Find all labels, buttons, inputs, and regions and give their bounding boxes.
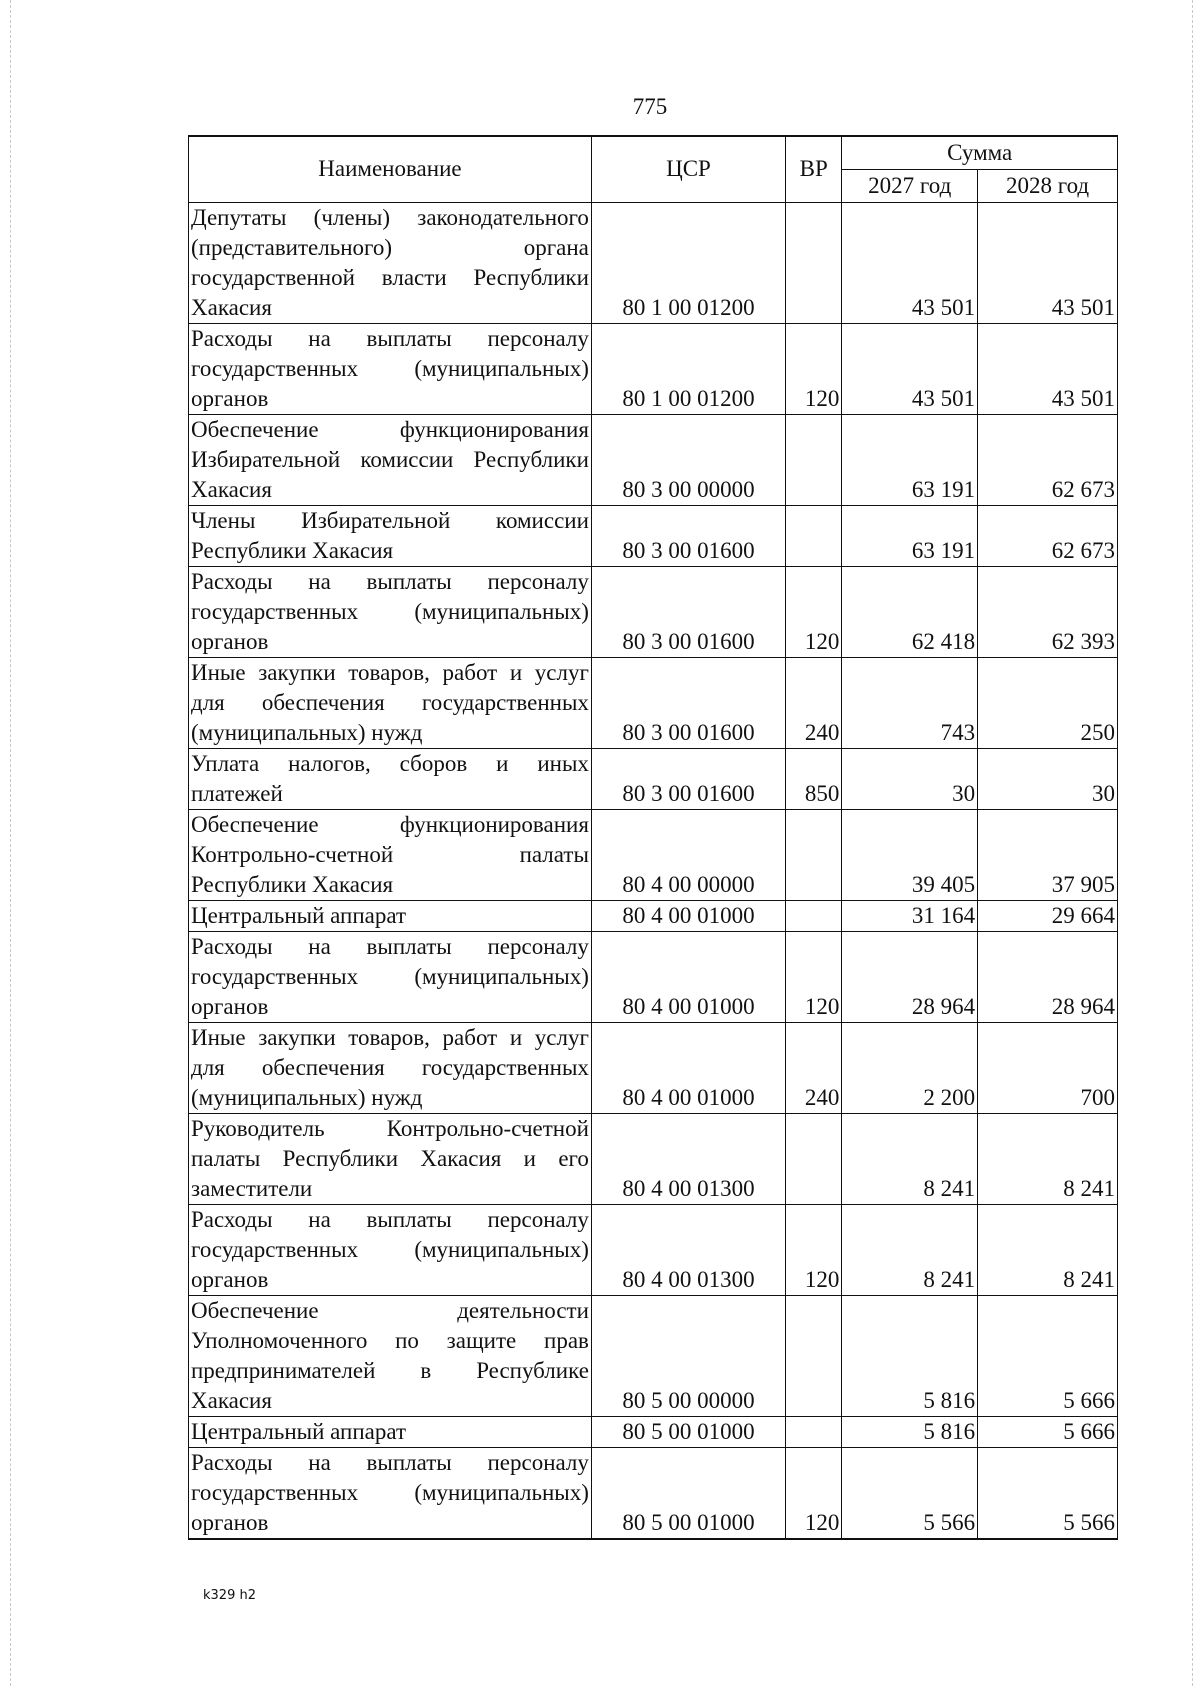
row-vr-cell <box>786 1113 842 1204</box>
row-vr-cell: 120 <box>786 931 842 1022</box>
row-name-cell: Расходы на выплаты персоналу государственных (муниципальных) органов <box>189 323 592 414</box>
row-csr-cell: 80 5 00 01000 <box>591 1447 785 1539</box>
row-2028-cell: 62 673 <box>978 505 1118 566</box>
row-vr-cell: 120 <box>786 1447 842 1539</box>
row-2027-cell: 43 501 <box>842 323 978 414</box>
row-csr-cell: 80 3 00 01600 <box>591 505 785 566</box>
row-2028-cell: 30 <box>978 748 1118 809</box>
row-csr-cell: 80 4 00 01000 <box>591 1022 785 1113</box>
row-name-cell: Обеспечение деятельности Уполномоченного по защите прав предпринимателей в Республике Хакасия <box>189 1295 592 1416</box>
row-csr-cell: 80 4 00 01000 <box>591 931 785 1022</box>
row-2027-cell: 8 241 <box>842 1113 978 1204</box>
row-2027-cell: 31 164 <box>842 900 978 931</box>
scan-edge-line-left <box>10 0 11 1686</box>
table-row <box>189 900 1118 931</box>
table-row <box>189 414 1118 505</box>
table-row <box>189 202 1118 323</box>
row-2027-cell: 8 241 <box>842 1204 978 1295</box>
row-csr-cell: 80 1 00 01200 <box>591 202 785 323</box>
row-name-cell: Центральный аппарат <box>189 900 592 931</box>
row-2027-cell: 28 964 <box>842 931 978 1022</box>
table-row <box>189 1447 1118 1539</box>
row-2028-cell: 43 501 <box>978 323 1118 414</box>
table-row <box>189 1204 1118 1295</box>
row-vr-cell: 120 <box>786 566 842 657</box>
row-csr-cell: 80 5 00 01000 <box>591 1416 785 1447</box>
row-vr-cell: 240 <box>786 657 842 748</box>
row-vr-cell: 120 <box>786 1204 842 1295</box>
row-2028-cell: 250 <box>978 657 1118 748</box>
row-2028-cell: 43 501 <box>978 202 1118 323</box>
page-number: 775 <box>632 94 668 119</box>
row-2028-cell: 29 664 <box>978 900 1118 931</box>
table-row <box>189 809 1118 900</box>
row-name-cell: Центральный аппарат <box>189 1416 592 1447</box>
row-csr-cell: 80 4 00 00000 <box>591 809 785 900</box>
table-row <box>189 1295 1118 1416</box>
table-row <box>189 1416 1118 1447</box>
row-2027-cell: 2 200 <box>842 1022 978 1113</box>
row-vr-cell <box>786 202 842 323</box>
row-2028-cell: 62 673 <box>978 414 1118 505</box>
row-2028-cell: 62 393 <box>978 566 1118 657</box>
header-csr: ЦСР <box>591 136 785 202</box>
row-csr-cell: 80 3 00 01600 <box>591 657 785 748</box>
row-2027-cell: 5 816 <box>842 1416 978 1447</box>
row-2028-cell: 37 905 <box>978 809 1118 900</box>
row-name-cell: Депутаты (члены) законодательного (представительного) органа государственной власти Республики Хакасия <box>189 202 592 323</box>
row-csr-cell: 80 3 00 00000 <box>591 414 785 505</box>
row-name-cell: Расходы на выплаты персоналу государственных (муниципальных) органов <box>189 1447 592 1539</box>
row-name-cell: Руководитель Контрольно-счетной палаты Республики Хакасия и его заместители <box>189 1113 592 1204</box>
footer-code: k329 h2 <box>203 1588 256 1603</box>
row-csr-cell: 80 3 00 01600 <box>591 748 785 809</box>
table-row <box>189 1113 1118 1204</box>
row-csr-cell: 80 5 00 00000 <box>591 1295 785 1416</box>
row-csr-cell: 80 4 00 01300 <box>591 1204 785 1295</box>
header-sum: Сумма <box>842 136 1118 169</box>
table-body <box>189 202 1118 1539</box>
row-2028-cell: 5 666 <box>978 1416 1118 1447</box>
budget-table <box>188 135 1118 1540</box>
table-row <box>189 657 1118 748</box>
row-2028-cell: 5 566 <box>978 1447 1118 1539</box>
row-2027-cell: 43 501 <box>842 202 978 323</box>
row-2027-cell: 63 191 <box>842 505 978 566</box>
row-name-cell: Расходы на выплаты персоналу государственных (муниципальных) органов <box>189 566 592 657</box>
row-vr-cell <box>786 505 842 566</box>
row-csr-cell: 80 4 00 01000 <box>591 900 785 931</box>
row-name-cell: Расходы на выплаты персоналу государственных (муниципальных) органов <box>189 1204 592 1295</box>
row-2027-cell: 743 <box>842 657 978 748</box>
row-2028-cell: 28 964 <box>978 931 1118 1022</box>
row-vr-cell <box>786 1416 842 1447</box>
row-vr-cell <box>786 809 842 900</box>
header-year-2028: 2028 год <box>978 169 1118 202</box>
table-row <box>189 505 1118 566</box>
header-name: Наименование <box>189 136 592 202</box>
row-vr-cell: 850 <box>786 748 842 809</box>
row-name-cell: Обеспечение функционирования Избирательной комиссии Республики Хакасия <box>189 414 592 505</box>
row-2027-cell: 63 191 <box>842 414 978 505</box>
row-2028-cell: 8 241 <box>978 1113 1118 1204</box>
row-2027-cell: 62 418 <box>842 566 978 657</box>
row-name-cell: Иные закупки товаров, работ и услуг для обеспечения государственных (муниципальных) нужд <box>189 1022 592 1113</box>
table-header <box>189 136 1118 202</box>
table-row <box>189 748 1118 809</box>
row-csr-cell: 80 3 00 01600 <box>591 566 785 657</box>
row-2028-cell: 8 241 <box>978 1204 1118 1295</box>
row-2028-cell: 5 666 <box>978 1295 1118 1416</box>
row-2027-cell: 30 <box>842 748 978 809</box>
row-name-cell: Члены Избирательной комиссии Республики Хакасия <box>189 505 592 566</box>
row-csr-cell: 80 4 00 01300 <box>591 1113 785 1204</box>
row-vr-cell: 240 <box>786 1022 842 1113</box>
scan-edge-line-right <box>1192 0 1193 1686</box>
table-row <box>189 1022 1118 1113</box>
row-2027-cell: 5 816 <box>842 1295 978 1416</box>
row-2027-cell: 39 405 <box>842 809 978 900</box>
table-row <box>189 323 1118 414</box>
row-vr-cell <box>786 414 842 505</box>
row-name-cell: Обеспечение функционирования Контрольно-счетной палаты Республики Хакасия <box>189 809 592 900</box>
row-vr-cell <box>786 1295 842 1416</box>
table-row <box>189 566 1118 657</box>
header-year-2027: 2027 год <box>842 169 978 202</box>
row-name-cell: Расходы на выплаты персоналу государственных (муниципальных) органов <box>189 931 592 1022</box>
row-csr-cell: 80 1 00 01200 <box>591 323 785 414</box>
row-2028-cell: 700 <box>978 1022 1118 1113</box>
row-name-cell: Уплата налогов, сборов и иных платежей <box>189 748 592 809</box>
row-2027-cell: 5 566 <box>842 1447 978 1539</box>
table-row <box>189 931 1118 1022</box>
row-vr-cell <box>786 900 842 931</box>
header-vr: ВР <box>786 136 842 202</box>
row-name-cell: Иные закупки товаров, работ и услуг для обеспечения государственных (муниципальных) нужд <box>189 657 592 748</box>
row-vr-cell: 120 <box>786 323 842 414</box>
